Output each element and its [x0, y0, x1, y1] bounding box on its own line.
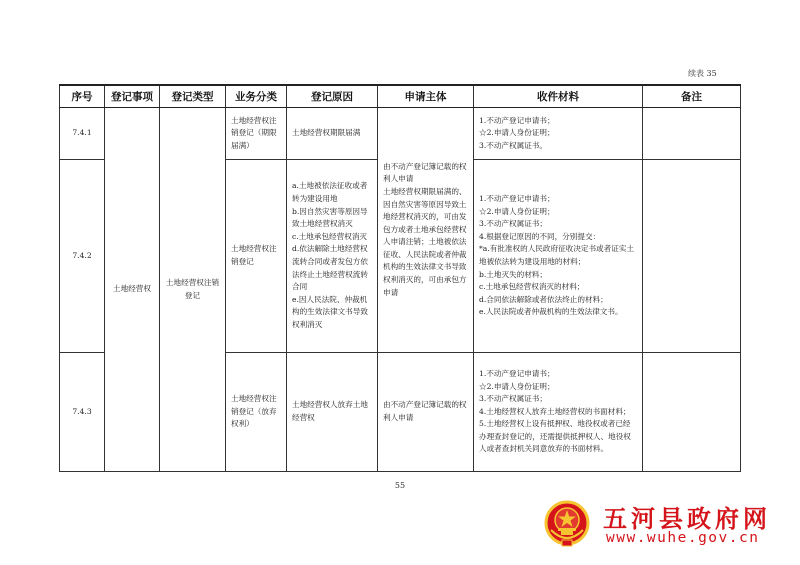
material-line: 4.土地经营权人放弃土地经营权的书面材料； [479, 406, 631, 416]
merged-type-cell: 土地经营权注销登记 [160, 108, 226, 472]
material-line: 3.不动产权属证书； [479, 394, 547, 404]
material-line: c.土地承包经营权消灭的材料； [479, 282, 585, 292]
table-header-row [60, 85, 741, 108]
material-line: 4.根据登记原因的不同，分别提交： [479, 231, 601, 241]
applicant-line: 由不动产登记簿记载的权利人申请 [383, 161, 467, 184]
reason-line: c.土地承包经营权消灭 [292, 231, 368, 241]
header-reason: 登记原因 [287, 85, 378, 108]
material-line: *a.有批准权的人民政府征收决定书或者证实土地被依法转为建设用地的材料； [479, 244, 635, 266]
table-row [60, 108, 741, 160]
materials-cell [474, 353, 643, 472]
page-number: 55 [394, 481, 406, 490]
materials-cell [474, 108, 643, 160]
material-line: 1.不动产登记申请书； [479, 115, 555, 125]
material-line: 3.不动产权属证书； [479, 219, 547, 229]
reason-cell [287, 160, 378, 353]
materials-cell [474, 160, 643, 353]
row-number: 7.4.1 [60, 108, 105, 160]
applicant-line: 土地经营权期限届满的、因自然灾害等原因导致土地经营权消灭的，可由发包方或者土地承包经营权人申请注销；土地被依法征收、人民法院或者仲裁机构的生效法律文书导致权利消灭的，可由承包方申请 [383, 186, 467, 297]
national-emblem-icon [543, 500, 591, 548]
reason-line: a.土地被依法征收或者转为建设用地 [292, 181, 368, 204]
category-cell: 土地经营权注销登记（期限届满） [226, 108, 287, 160]
remarks-cell [643, 108, 741, 160]
material-line: b.土地灭失的材料； [479, 269, 548, 279]
header-materials: 收件材料 [474, 85, 643, 108]
reason-line: b.因自然灾害等原因导致土地经营权消灭 [292, 206, 368, 229]
reason-line: 土地经营权期限届满 [292, 128, 361, 138]
header-no: 序号 [60, 85, 105, 108]
remarks-cell [643, 160, 741, 353]
row-number: 7.4.3 [60, 353, 105, 472]
remarks-cell [643, 353, 741, 472]
watermark-site-name: 五河县政府网 [603, 505, 771, 533]
material-line: d.合同依法解除或者依法终止的材料； [479, 294, 608, 304]
header-type: 登记类型 [160, 85, 226, 108]
reason-line: e.因人民法院、仲裁机构的生效法律文书导致权利消灭 [292, 294, 368, 329]
material-line: 1.不动产登记申请书； [479, 368, 555, 378]
material-line: ☆2.申请人身份证明； [479, 206, 555, 216]
header-category: 业务分类 [226, 85, 287, 108]
reason-line: d.依法解除土地经营权流转合同或者发包方依法终止土地经营权流转合同 [292, 244, 368, 292]
material-line: e.人民法院或者仲裁机构的生效法律文书。 [479, 307, 623, 317]
header-applicant: 申请主体 [378, 85, 474, 108]
registration-table [59, 84, 741, 472]
material-line: 3.不动产权属证书。 [479, 140, 547, 150]
merged-applicant-cell [378, 108, 474, 353]
reason-line: 土地经营权人放弃土地经营权 [292, 400, 368, 422]
applicant-cell: 由不动产登记簿记载的权利人申请 [378, 353, 474, 472]
reason-cell [287, 353, 378, 472]
material-line: ☆2.申请人身份证明； [479, 128, 555, 138]
reason-cell [287, 108, 378, 160]
material-line: 5.土地经营权上设有抵押权、地役权或者已经办理查封登记的，还需提供抵押权人、地役权人或者查封机关同意放弃的书面材料。 [479, 419, 631, 454]
row-number: 7.4.2 [60, 160, 105, 353]
category-cell: 土地经营权注销登记（放弃权利） [226, 353, 287, 472]
merged-item-cell: 土地经营权 [105, 108, 160, 472]
category-cell: 土地经营权注销登记 [226, 160, 287, 353]
header-remarks: 备注 [643, 85, 741, 108]
header-item: 登记事项 [105, 85, 160, 108]
material-line: 1.不动产登记申请书； [479, 194, 555, 204]
watermark-url: www.wuhe.gov.cn [606, 530, 760, 546]
material-line: ☆2.申请人身份证明； [479, 381, 555, 391]
continuation-label: 续表 35 [688, 69, 717, 78]
